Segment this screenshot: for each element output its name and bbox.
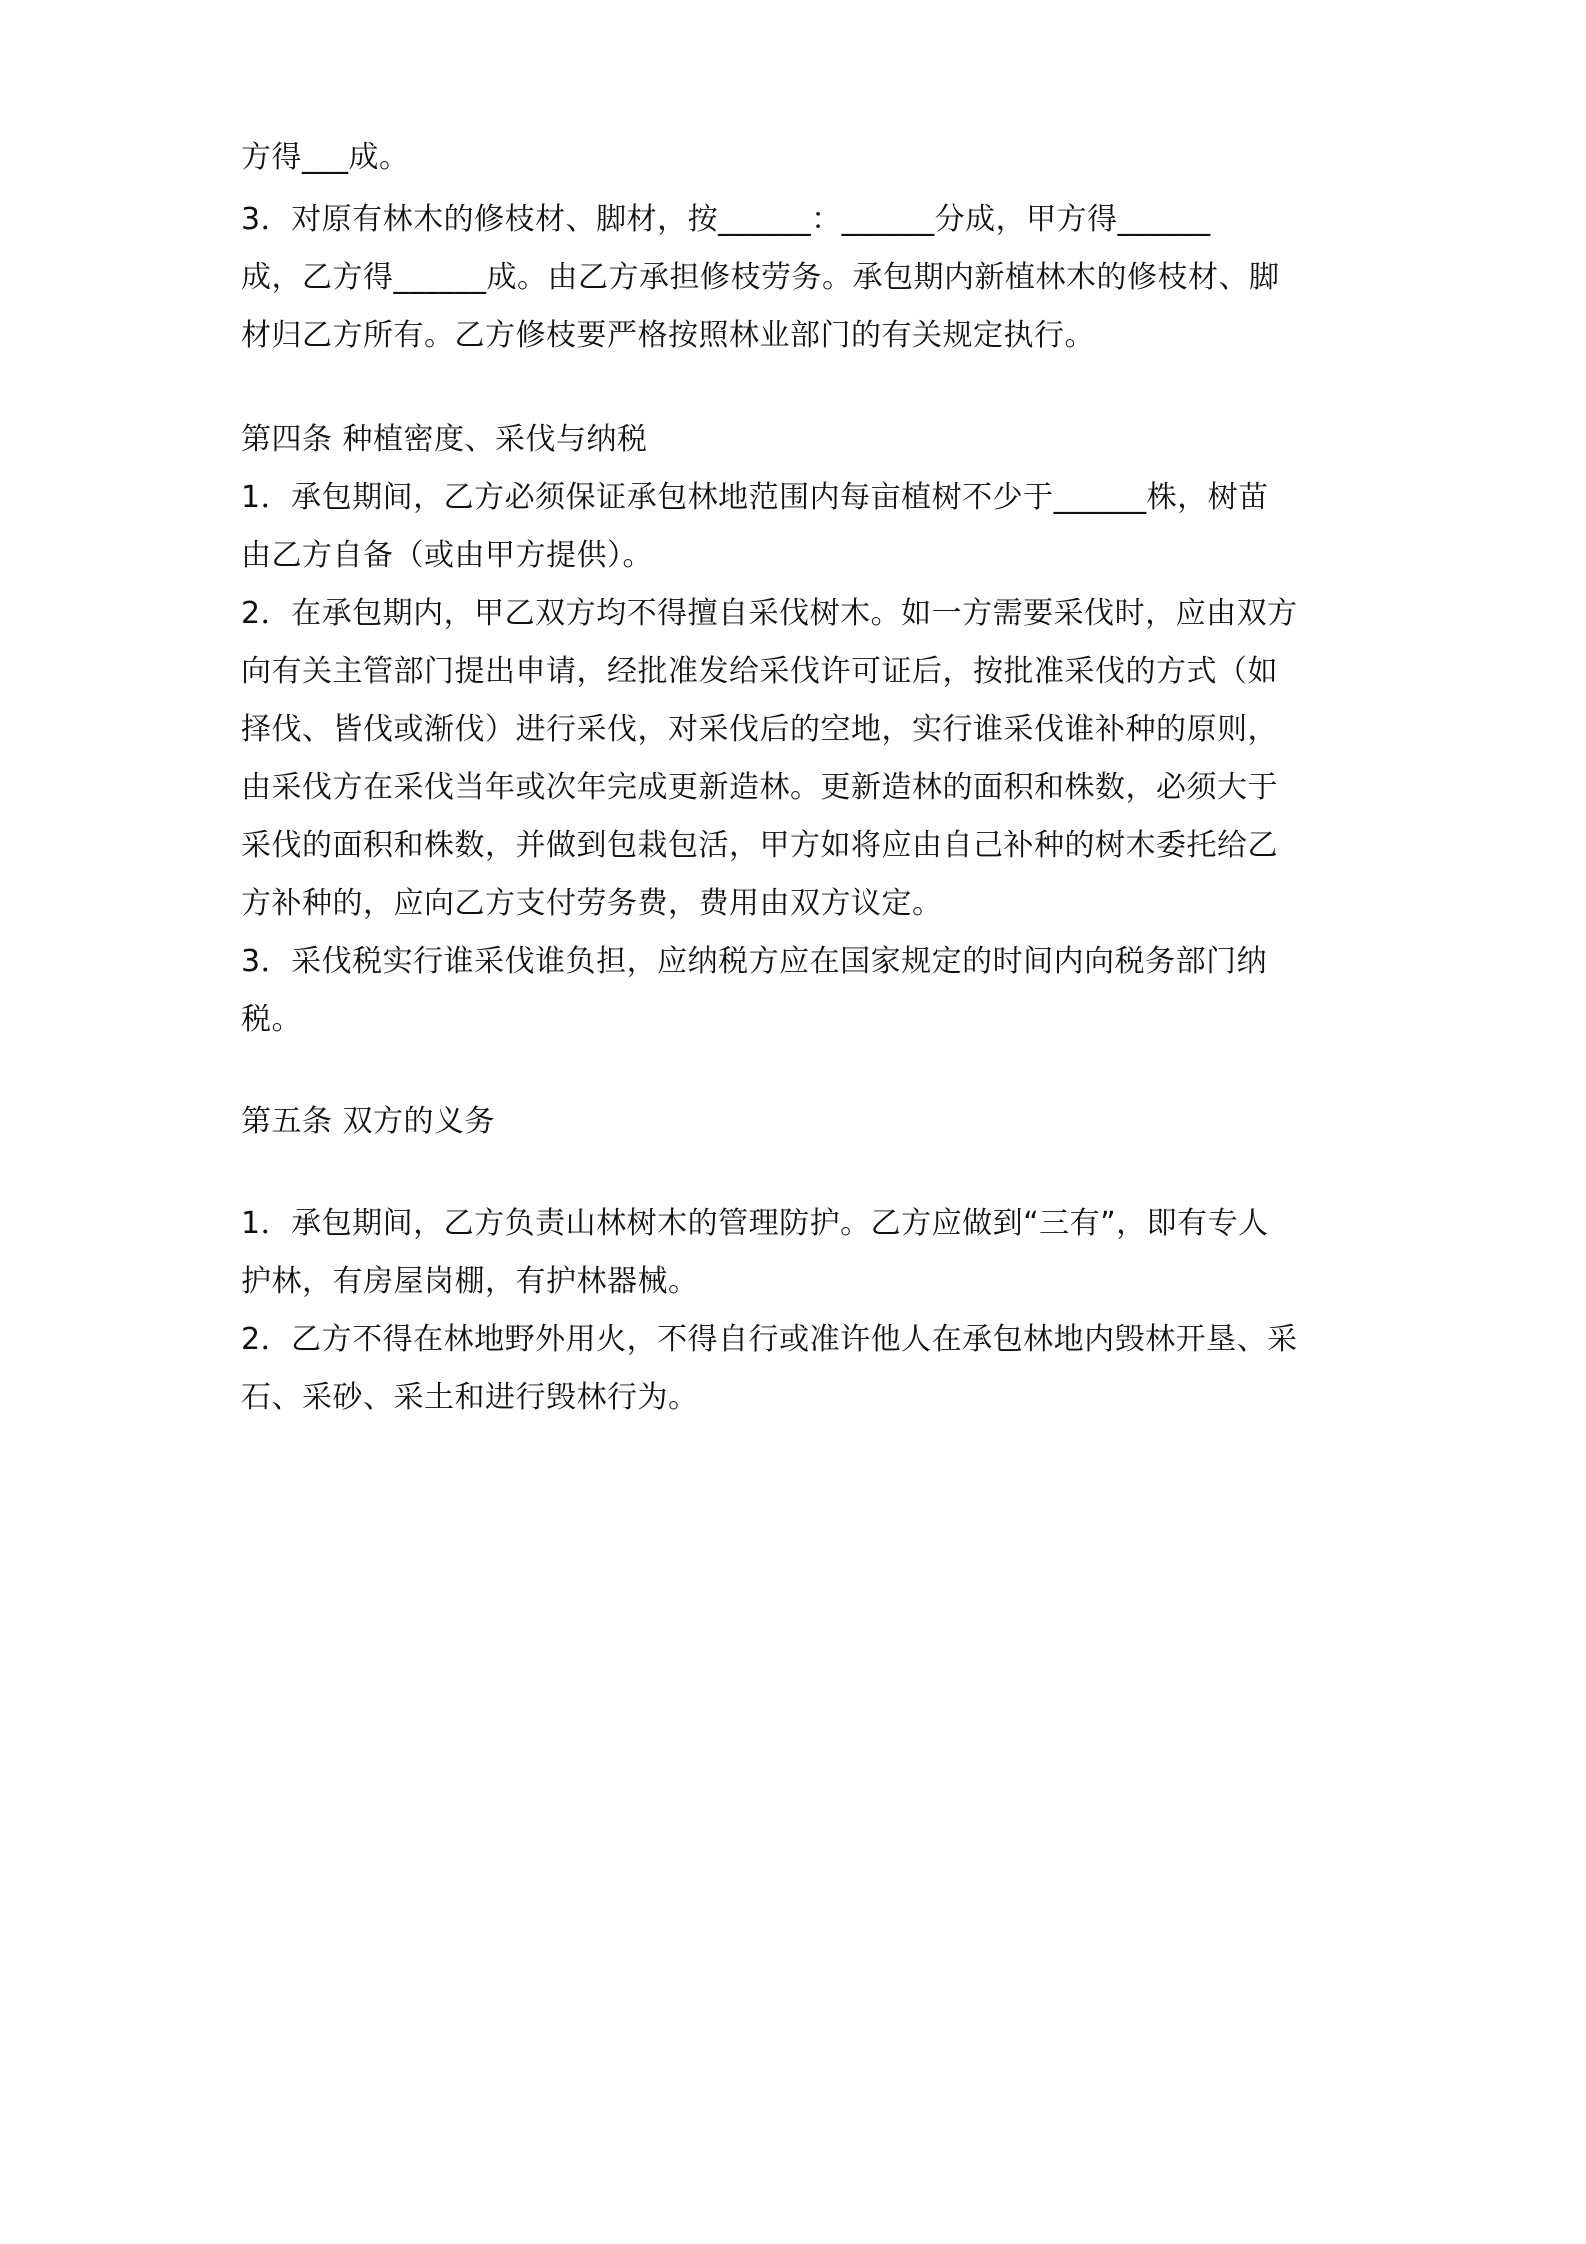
text-line: 方补种的，应向乙方支付劳务费，费用由双方议定。 bbox=[241, 886, 943, 921]
text-line: 由采伐方在采伐当年或次年完成更新造林。更新造林的面积和株数，必须大于 bbox=[241, 770, 1278, 805]
text-line: 材归乙方所有。乙方修枝要严格按照林业部门的有关规定执行。 bbox=[241, 318, 1095, 353]
section-heading: 第四条 种植密度、采伐与纳税 bbox=[241, 422, 648, 457]
text-line: 1．承包期间，乙方必须保证承包林地范围内每亩植树不少于______株，树苗 bbox=[241, 480, 1269, 515]
text-line: 方得___成。 bbox=[241, 140, 410, 175]
text-line: 向有关主管部门提出申请，经批准发给采伐许可证后，按批准采伐的方式（如 bbox=[241, 654, 1278, 689]
section-heading: 第五条 双方的义务 bbox=[241, 1104, 496, 1139]
text-line: 2．乙方不得在林地野外用火，不得自行或准许他人在承包林地内毁林开垦、采 bbox=[241, 1322, 1298, 1357]
text-line: 石、采砂、采土和进行毁林行为。 bbox=[241, 1380, 699, 1415]
text-line: 护林，有房屋岗棚，有护林器械。 bbox=[241, 1264, 699, 1299]
text-line: 3．采伐税实行谁采伐谁负担，应纳税方应在国家规定的时间内向税务部门纳 bbox=[241, 944, 1268, 979]
text-line: 1．承包期间，乙方负责山林树木的管理防护。乙方应做到“三有”，即有专人 bbox=[241, 1206, 1269, 1241]
text-line: 采伐的面积和株数，并做到包栽包活，甲方如将应由自己补种的树木委托给乙 bbox=[241, 828, 1278, 863]
text-line: 择伐、皆伐或渐伐）进行采伐，对采伐后的空地，实行谁采伐谁补种的原则， bbox=[241, 712, 1278, 747]
text-line: 成，乙方得______成。由乙方承担修枝劳务。承包期内新植林木的修枝材、脚 bbox=[241, 260, 1280, 295]
text-line: 由乙方自备（或由甲方提供）。 bbox=[241, 538, 653, 573]
text-line: 税。 bbox=[241, 1002, 302, 1037]
text-line: 3．对原有林木的修枝材、脚材，按______：______分成，甲方得______ bbox=[241, 202, 1211, 237]
text-line: 2．在承包期内，甲乙双方均不得擅自采伐树木。如一方需要采伐时，应由双方 bbox=[241, 596, 1298, 631]
